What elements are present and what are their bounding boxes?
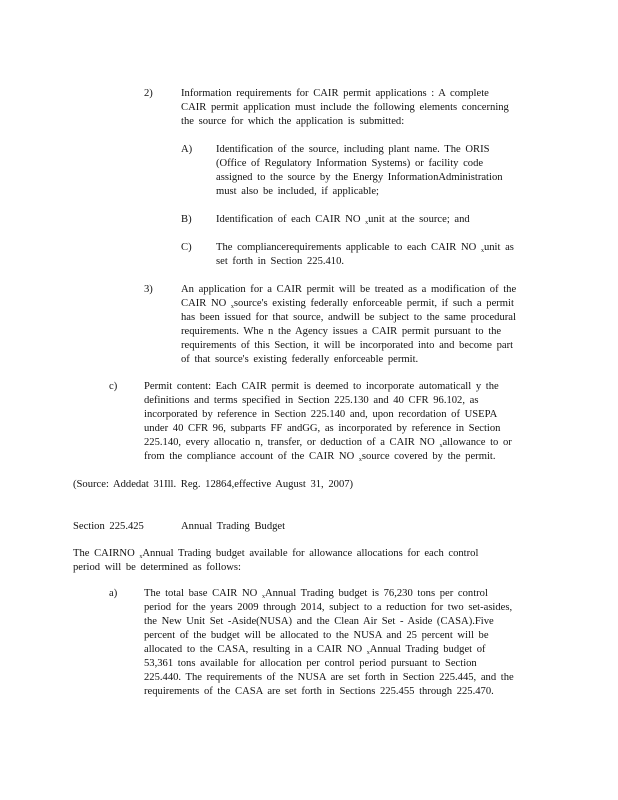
item-2c-line: [216, 241, 546, 255]
item-2-line: the source for which the application is submitted:: [181, 116, 405, 127]
item-c-line6-pre: from the compliance account of the CAIR NO: [144, 451, 355, 462]
item-2a-line: must also be included, if applicable;: [216, 186, 379, 197]
item-2b-text: [216, 213, 536, 227]
item-a-line: [144, 643, 544, 657]
item-c-line: Permit content: Each CAIR permit is deemed to incorporate automaticall y the: [144, 381, 499, 392]
item-2a-text: [216, 143, 536, 199]
source-note: (Source: Addedat 31Ill. Reg. 12864,effective August 31, 2007): [73, 479, 354, 490]
item-3-line: of that source's existing federally enforceable permit.: [181, 354, 419, 365]
section-number: Section 225.425: [73, 521, 144, 532]
item-3-line: has been issued for that source, andwill be subject to the same procedural: [181, 312, 516, 323]
item-c-line: [144, 436, 534, 450]
item-2a-line: assigned to the source by the Energy InformationAdministration: [216, 172, 503, 183]
intro-line1-sub: x: [139, 554, 143, 560]
item-a-line5-pre: allocated to the CASA, resulting in a CAIR NO: [144, 644, 363, 655]
item-c-line6-post: source covered by the permit.: [361, 451, 496, 462]
item-c-line5-sub: x: [439, 443, 443, 449]
item-2c-post: unit as: [483, 242, 514, 253]
item-3-label: 3): [144, 284, 153, 295]
item-c-line5-post: allowance to or: [442, 437, 512, 448]
item-3-line: An application for a CAIR permit will be treated as a modification of the: [181, 284, 517, 295]
intro-line1-pre: The CAIRNO: [73, 548, 135, 559]
item-3-line2-post: source's existing federally enforceable permit, if such a permit: [233, 298, 514, 309]
item-2-text: [181, 87, 541, 129]
item-c-line: incorporated by reference in Section 225.140 and, upon recordation of USEPA: [144, 409, 498, 420]
item-a-line: [144, 587, 544, 601]
item-a-label: a): [109, 588, 118, 599]
item-2a-label: A): [181, 144, 193, 155]
intro-line1-post: Annual Trading budget available for allowance allocations for each control: [142, 548, 479, 559]
item-2a-line: Identification of the source, including plant name. The ORIS: [216, 144, 490, 155]
item-2c-line: set forth in Section 225.410.: [216, 256, 345, 267]
item-3-line: requirements of this Section, it will be incorporated into and become part: [181, 340, 514, 351]
item-2c-pre: The compliancerequirements applicable to each CAIR NO: [216, 242, 477, 253]
item-3-line2-pre: CAIR NO: [181, 298, 227, 309]
item-a-line: percent of the budget will be allocated to the NUSA and 25 percent will be: [144, 630, 489, 641]
item-c-line: under 40 CFR 96, subparts FF andGG, as incorporated by reference in Section: [144, 423, 501, 434]
item-2-line: CAIR permit application must include the following elements concerning: [181, 102, 509, 113]
item-a-line5-post: Annual Trading budget of: [369, 644, 486, 655]
item-2c-text: [216, 241, 546, 269]
item-a-text: [144, 587, 544, 699]
item-2c-sub: x: [480, 248, 484, 254]
item-c-text: [144, 380, 534, 464]
intro-line: [73, 547, 543, 561]
item-a-line5-sub: x: [366, 650, 370, 656]
item-c-label: c): [109, 381, 118, 392]
item-a-line: 53,361 tons available for allocation per control period pursuant to Section: [144, 658, 477, 669]
section-title: Annual Trading Budget: [181, 521, 286, 532]
item-a-line: the New Unit Set -Aside(NUSA) and the Clean Air Set - Aside (CASA).Five: [144, 616, 494, 627]
item-a-line: requirements of the CASA are set forth in Sections 225.455 through 225.470.: [144, 686, 494, 697]
item-c-line: [144, 450, 534, 464]
item-2b-label: B): [181, 214, 192, 225]
item-c-line6-sub: x: [358, 457, 362, 463]
item-a-line1-sub: x: [261, 594, 265, 600]
item-a-line1-post: Annual Trading budget is 76,230 tons per control: [264, 588, 488, 599]
item-a-line: 225.440. The requirements of the NUSA are set forth in Section 225.445, and the: [144, 672, 514, 683]
item-3-line2-sub: x: [230, 304, 234, 310]
item-2b-sub: x: [365, 220, 369, 226]
intro-line: period will be determined as follows:: [73, 562, 241, 573]
item-2-label: 2): [144, 88, 153, 99]
item-2-line: Information requirements for CAIR permit applications : A complete: [181, 88, 489, 99]
item-2a-line: (Office of Regulatory Information Systems) or facility code: [216, 158, 484, 169]
item-3-line: requirements. Whe n the Agency issues a CAIR permit pursuant to the: [181, 326, 502, 337]
item-a-line: period for the years 2009 through 2014, subject to a reduction for two set-asides,: [144, 602, 513, 613]
item-c-line5-pre: 225.140, every allocatio n, transfer, or deduction of a CAIR NO: [144, 437, 435, 448]
intro-paragraph: [73, 547, 543, 575]
item-3-line: [181, 297, 541, 311]
item-2b-post: unit at the source; and: [368, 214, 470, 225]
item-a-line1-pre: The total base CAIR NO: [144, 588, 258, 599]
item-2b-pre: Identification of each CAIR NO: [216, 214, 361, 225]
item-2c-label: C): [181, 242, 192, 253]
item-2b-line: [216, 213, 536, 227]
item-c-line: definitions and terms specified in Section 225.130 and 40 CFR 96.102, as: [144, 395, 479, 406]
item-3-text: [181, 283, 541, 367]
